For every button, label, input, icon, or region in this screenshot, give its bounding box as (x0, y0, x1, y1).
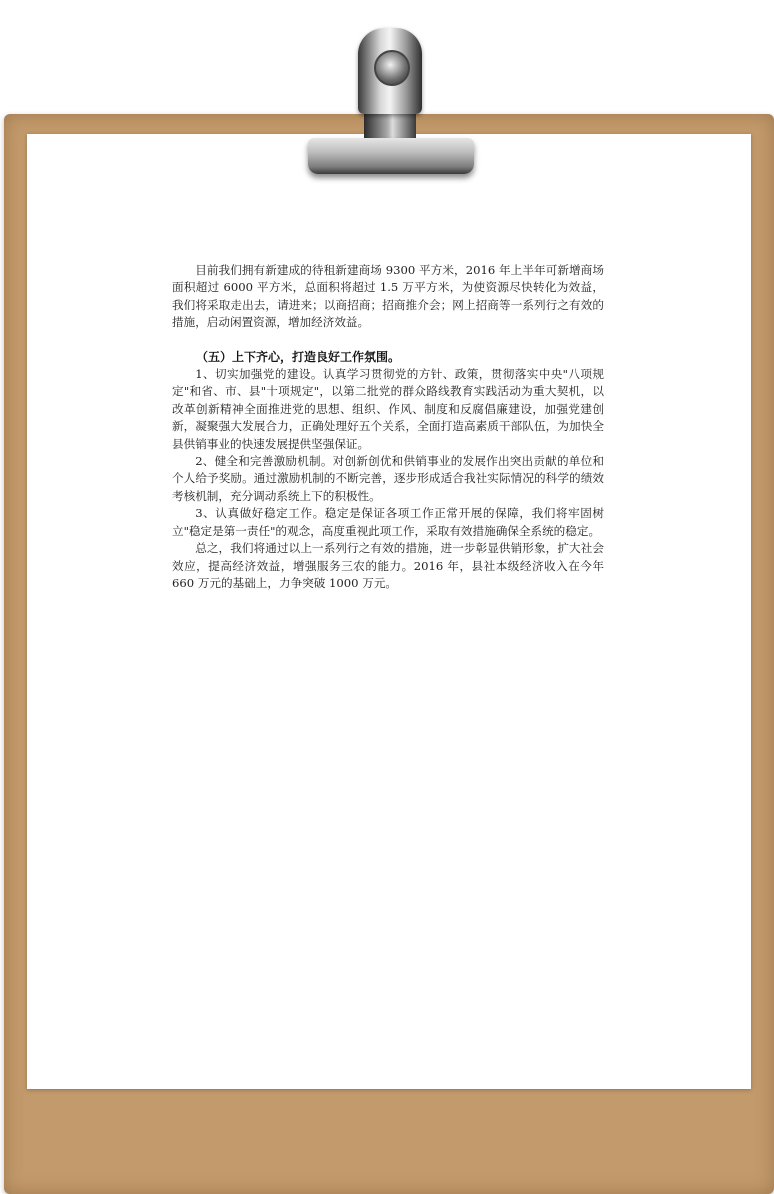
section-heading: （五）上下齐心，打造良好工作氛围。 (196, 349, 401, 364)
clip-ring-icon (374, 50, 410, 86)
paragraph-merchant-space: 目前我们拥有新建成的待租新建商场 9300 平方米，2016 年上半年可新增商场面积超过 6000 平方米，总面积将超过 1.5 万平方米，为使资源尽快转化为效益，我们将采取走出去，请进来；以商招商；招商推介会；网上招商等一系列行之有效的措施，启动闲置资源，增加经济效益。 (172, 263, 604, 330)
document-body (172, 262, 604, 592)
paragraph-gap (172, 332, 604, 349)
paragraph-party-building: 1、切实加强党的建设。认真学习贯彻党的方针、政策，贯彻落实中央"八项规定"和省、市、县"十项规定"，以第二批党的群众路线教育实践活动为重大契机，以改革创新精神全面推进党的思想、组织、作风、制度和反腐倡廉建设，加强党建创新，凝聚强大发展合力，正确处理好五个关系，全面打造高素质干部队伍，为加快全县供销事业的快速发展提供坚强保证。 (172, 367, 604, 451)
paragraph-conclusion: 总之，我们将通过以上一系列行之有效的措施，进一步彰显供销形象，扩大社会效应，提高经济效益，增强服务三农的能力。2016 年，县社本级经济收入在今年 660 万元的基础上，力争突破 1000 万元。 (172, 541, 604, 590)
paragraph-incentives: 2、健全和完善激励机制。对创新创优和供销事业的发展作出突出贡献的单位和个人给予奖励。通过激励机制的不断完善，逐步形成适合我社实际情况的科学的绩效考核机制，充分调动系统上下的积极性。 (172, 454, 604, 503)
paragraph-stability: 3、认真做好稳定工作。稳定是保证各项工作正常开展的保障，我们将牢固树立"稳定是第一责任"的观念，高度重视此项工作，采取有效措施确保全系统的稳定。 (172, 506, 604, 538)
clip-base-icon (308, 138, 474, 174)
